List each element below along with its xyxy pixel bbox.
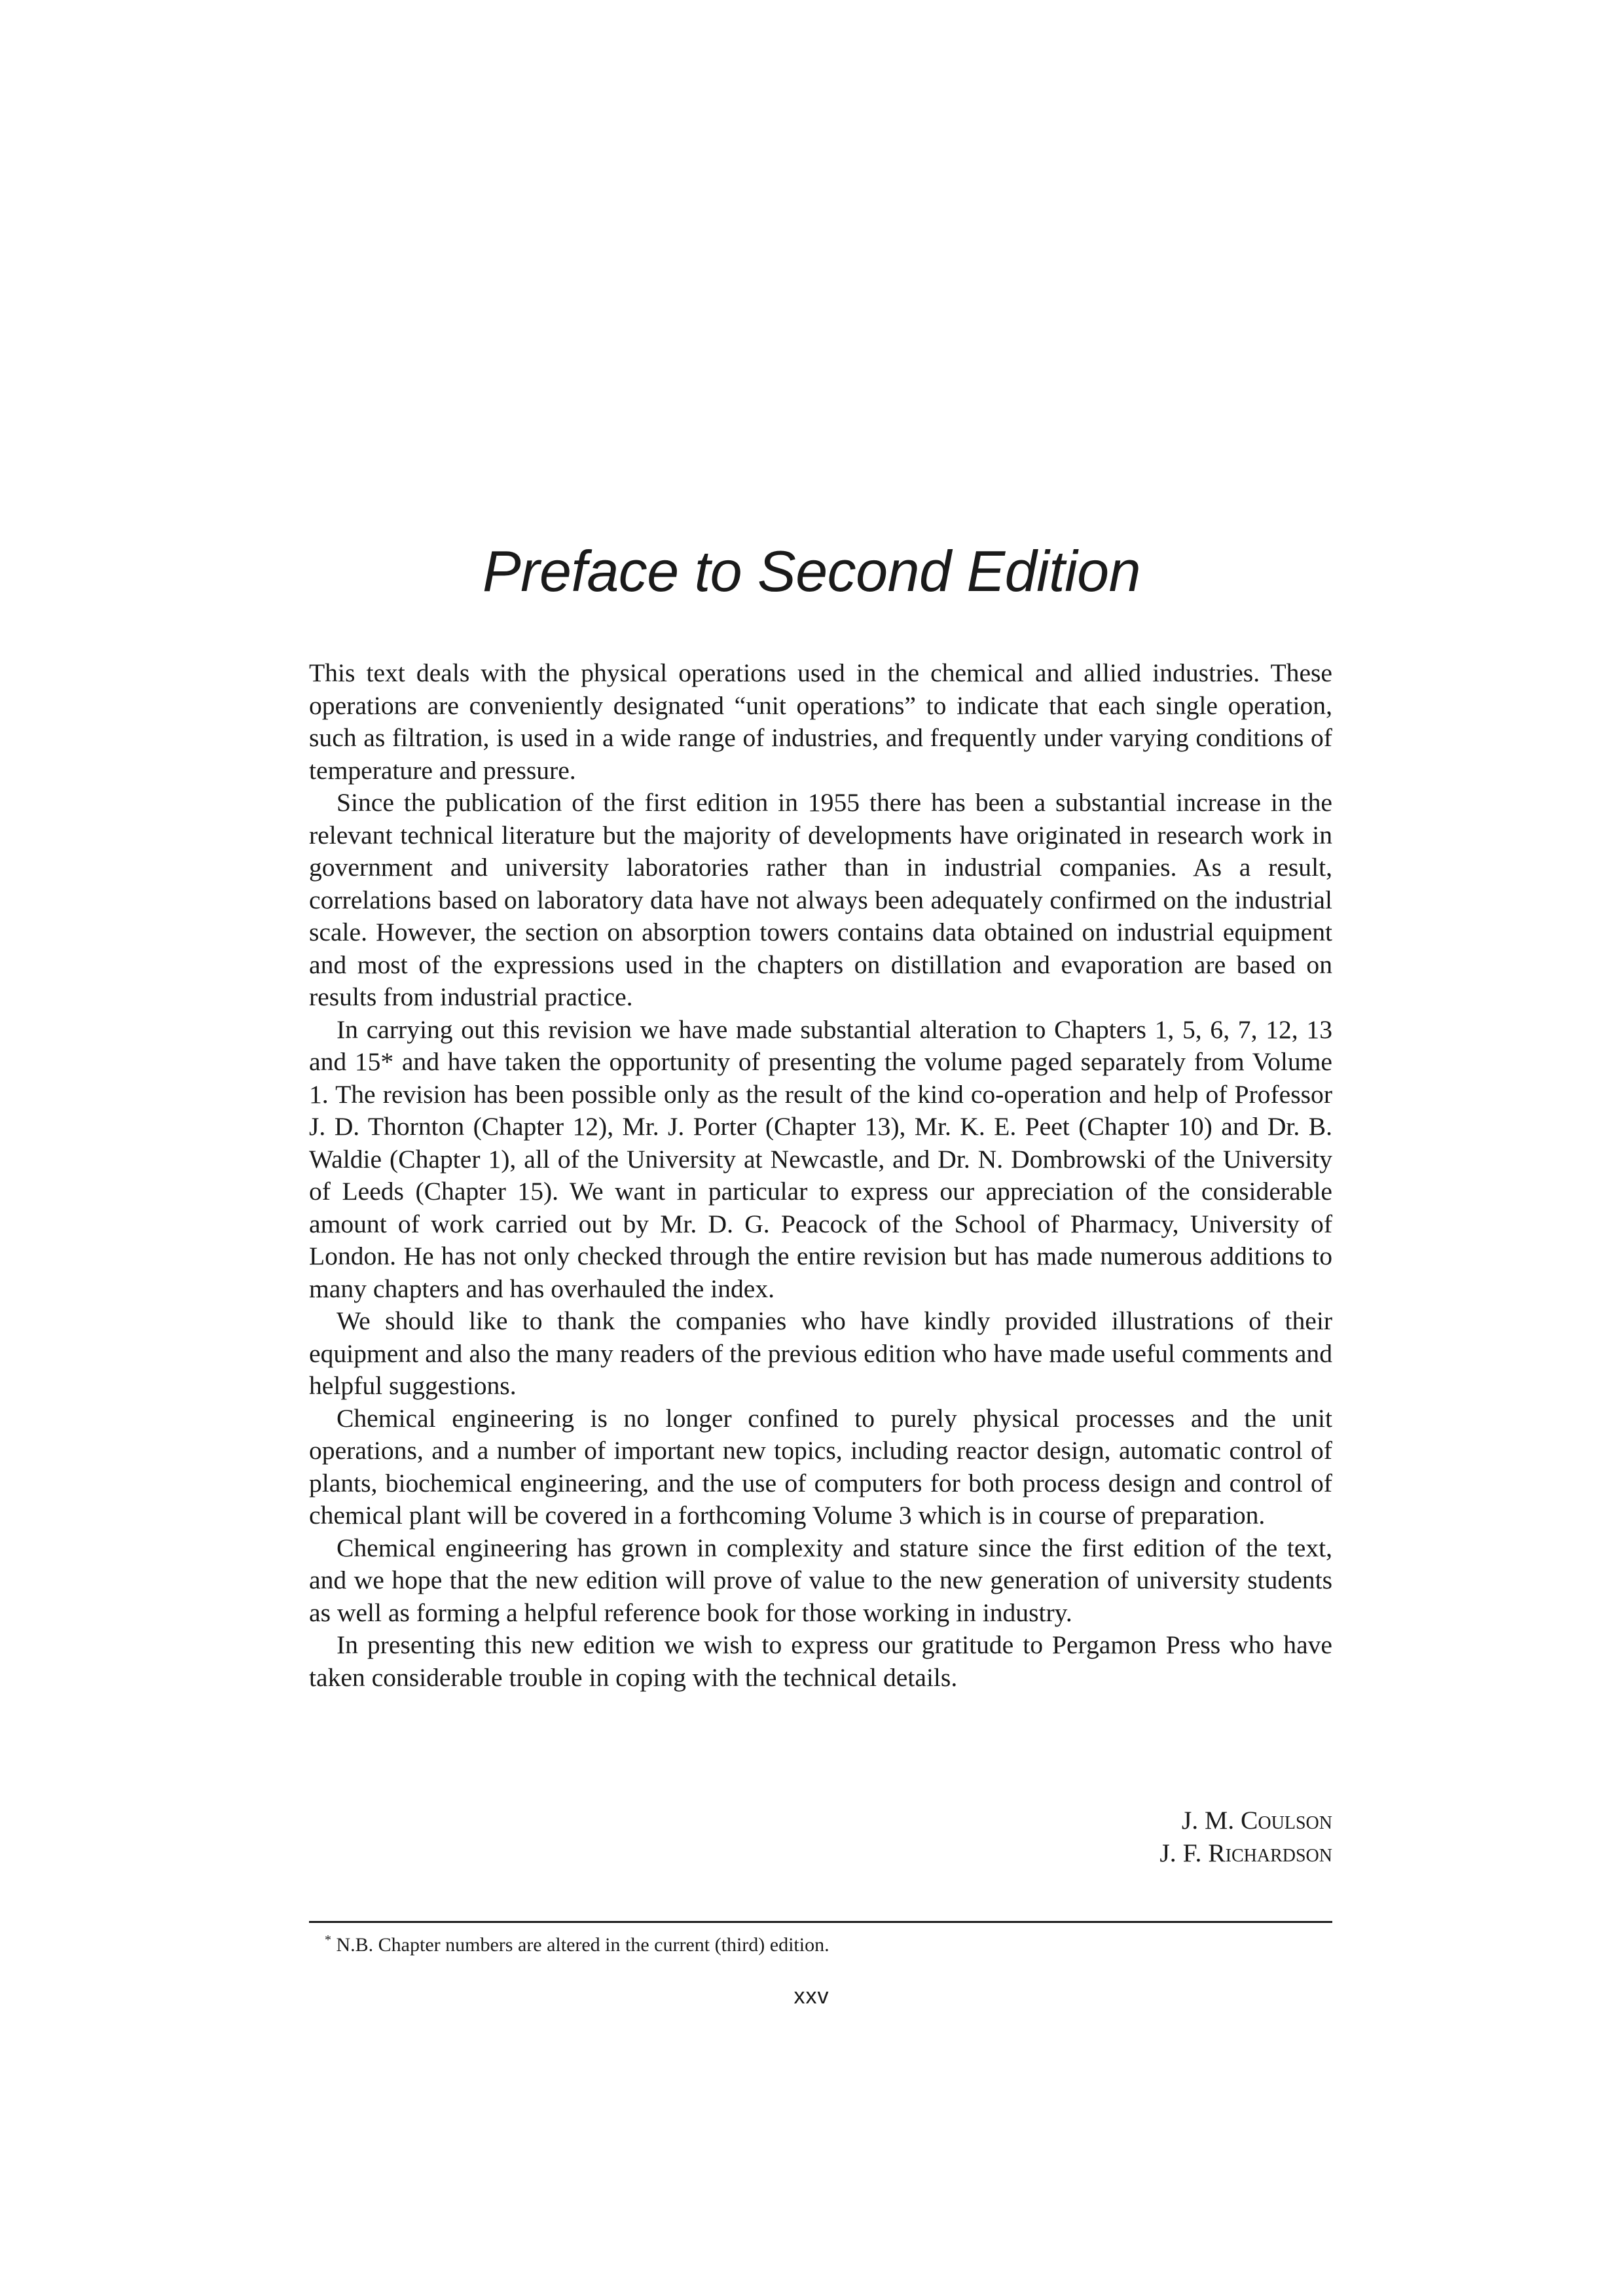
- footnote: [325, 1927, 1326, 1958]
- signature-coulson: [1159, 1804, 1332, 1837]
- paragraph-2: Since the publication of the first edition in 1955 there has been a substantial increase in the relevant technical literature but the majority of developments have originated in research work in government and university laboratories rather than in industrial companies. As a result, correlations based on laboratory data have not always been adequately confirmed on the industrial scale. However, the section on absorption towers contains data obtained on industrial equipment and most of the expressions used in the chapters on distillation and evaporation are based on results from industrial practice.: [309, 788, 1332, 1011]
- signature-initials: J. F.: [1159, 1839, 1202, 1867]
- page-number: xxv: [793, 1984, 830, 2009]
- signature-surname: Coulson: [1241, 1806, 1332, 1835]
- paragraph-7: In presenting this new edition we wish to express our gratitude to Pergamon Press who have taken considerable trouble in coping with the technical details.: [309, 1630, 1332, 1692]
- page-title: Preface to Second Edition: [482, 539, 1141, 603]
- footnote-divider: [309, 1921, 1332, 1923]
- paragraph-5: Chemical engineering is no longer confined to purely physical processes and the unit operations, and a number of important new topics, including reactor design, automatic control of plants, biochemical engineering, and the use of computers for both process design and control of chemical plant will be covered in a forthcoming Volume 3 which is in course of preparation.: [309, 1403, 1332, 1530]
- paragraph-1: This text deals with the physical operations used in the chemical and allied industries. These operations are conveniently designated “unit operations” to indicate that each single operation, such as filtration, is used in a wide range of industries, and frequently under varying conditions of temperature and pressure.: [309, 658, 1332, 785]
- signature-richardson: [1159, 1837, 1332, 1869]
- preface-body: [309, 657, 1332, 1694]
- footnote-text: N.B. Chapter numbers are altered in the current (third) edition.: [336, 1934, 830, 1956]
- paragraph-3: In carrying out this revision we have made substantial alteration to Chapters 1, 5, 6, 7, 12, 13 and 15* and have taken the opportunity of presenting the volume paged separately from Volume 1. The revision has been possible only as the result of the kind co-operation and help of Professor J. D. Thornton (Chapter 12), Mr. J. Porter (Chapter 13), Mr. K. E. Peet (Chapter 10) and Dr. B. Waldie (Chapter 1), all of the University at Newcastle, and Dr. N. Dombrowski of the University of Leeds (Chapter 15). We want in particular to express our appreciation of the considerable amount of work carried out by Mr. D. G. Peacock of the School of Pharmacy, University of London. He has not only checked through the entire revision but has made numerous additions to many chapters and has overhauled the index.: [309, 1014, 1332, 1303]
- paragraph-6: Chemical engineering has grown in complexity and stature since the first edition of the text, and we hope that the new edition will prove of value to the new generation of university students as well as forming a helpful reference book for those working in industry.: [309, 1533, 1332, 1627]
- paragraph-4: We should like to thank the companies who have kindly provided illustrations of their equipment and also the many readers of the previous edition who have made useful comments and helpful suggestions.: [309, 1306, 1332, 1400]
- footnote-mark: *: [325, 1933, 331, 1947]
- signature-surname: Richardson: [1208, 1839, 1332, 1867]
- signature-initials: J. M.: [1181, 1806, 1235, 1835]
- author-signatures: [1159, 1804, 1332, 1869]
